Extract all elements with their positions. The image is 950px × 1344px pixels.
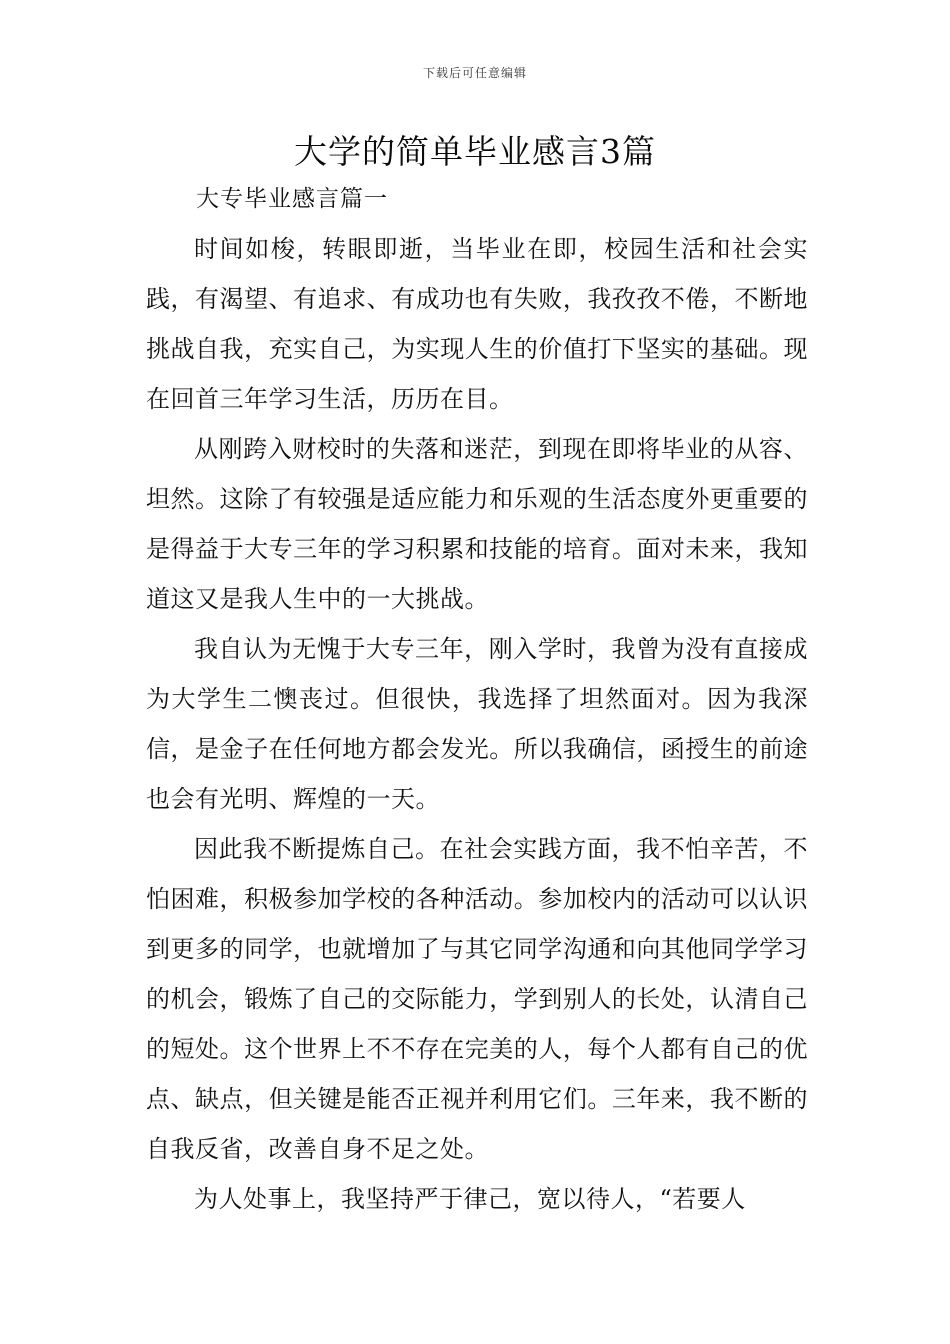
section-heading: 大专毕业感言篇一	[196, 186, 388, 212]
document-title: 大学的简单毕业感言3篇	[294, 132, 656, 171]
paragraph: 因此我不断提炼自己。在社会实践方面，我不怕辛苦，不怕困难，积极参加学校的各种活动。参加校内的活动可以认识到更多的同学，也就增加了与其它同学沟通和向其他同学学习的机会，锻炼了自己的交际能力，学到别人的长处，认清自己的短处。这个世界上不不存在完美的人，每个人都有自己的优点、缺点，但关键是能否正视并利用它们。三年来，我不断的自我反省，改善自身不足之处。	[146, 835, 808, 1163]
header-note: 下载后可任意编辑	[422, 66, 527, 80]
paragraph: 从刚跨入财校时的失落和迷茫，到现在即将毕业的从容、坦然。这除了有较强是适应能力和乐观的生活态度外更重要的是得益于大专三年的学习积累和技能的培育。面对未来，我知道这又是我人生中的一大挑战。	[146, 435, 808, 613]
paragraph: 为人处事上，我坚持严于律己，宽以待人，“若要人	[194, 1185, 746, 1213]
paragraph: 时间如梭，转眼即逝，当毕业在即，校园生活和社会实践，有渴望、有追求、有成功也有失败，我孜孜不倦，不断地挑战自我，充实自己，为实现人生的价值打下坚实的基础。现在回首三年学习生活，历历在目。	[146, 235, 808, 413]
paragraph: 我自认为无愧于大专三年，刚入学时，我曾为没有直接成为大学生二懊丧过。但很快，我选择了坦然面对。因为我深信，是金子在任何地方都会发光。所以我确信，函授生的前途也会有光明、辉煌的一天。	[146, 635, 808, 813]
body-text	[146, 224, 808, 1224]
